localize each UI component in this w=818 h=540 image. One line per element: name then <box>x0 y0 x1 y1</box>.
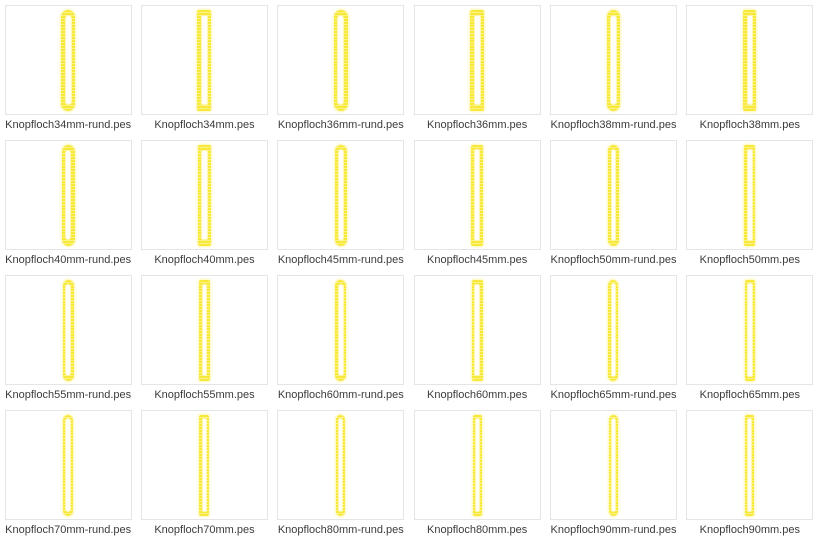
filename-label: Knopfloch45mm.pes <box>427 254 528 266</box>
buttonhole-stitch-icon <box>608 280 618 381</box>
buttonhole-stitch-icon <box>62 145 75 246</box>
filename-label: Knopfloch50mm.pes <box>699 254 800 266</box>
file-tile[interactable] <box>273 270 409 405</box>
thumbnail-frame <box>5 410 132 520</box>
thumbnail-frame <box>141 5 268 115</box>
buttonhole-stitch-icon <box>470 10 484 111</box>
file-tile[interactable] <box>682 0 818 135</box>
thumbnail-frame <box>141 410 268 520</box>
file-tile[interactable] <box>136 405 272 540</box>
buttonhole-stitch-icon <box>473 415 482 516</box>
thumbnail-frame <box>686 5 813 115</box>
file-tile[interactable] <box>545 405 681 540</box>
buttonhole-stitch-icon <box>199 415 209 516</box>
buttonhole-stitch-icon <box>335 145 347 246</box>
file-tile[interactable] <box>136 135 272 270</box>
file-tile[interactable] <box>682 135 818 270</box>
filename-label: Knopfloch60mm-rund.pes <box>277 389 404 401</box>
thumbnail-frame <box>686 410 813 520</box>
buttonhole-stitch-icon <box>745 280 755 381</box>
buttonhole-stitch-icon <box>199 280 210 381</box>
filename-label: Knopfloch65mm.pes <box>699 389 800 401</box>
thumbnail-frame <box>5 140 132 250</box>
filename-label: Knopfloch90mm-rund.pes <box>550 524 677 536</box>
file-tile[interactable] <box>0 0 136 135</box>
file-tile[interactable] <box>273 405 409 540</box>
thumbnail-frame <box>277 140 404 250</box>
filename-label: Knopfloch70mm-rund.pes <box>5 524 132 536</box>
thumbnail-frame <box>277 410 404 520</box>
filename-label: Knopfloch60mm.pes <box>427 389 528 401</box>
thumbnail-frame <box>141 140 268 250</box>
thumbnail-frame <box>414 410 541 520</box>
buttonhole-stitch-icon <box>335 280 346 381</box>
thumbnail-frame <box>414 5 541 115</box>
file-tile[interactable] <box>682 270 818 405</box>
filename-label: Knopfloch90mm.pes <box>699 524 800 536</box>
file-tile[interactable] <box>545 270 681 405</box>
buttonhole-stitch-icon <box>334 10 348 111</box>
thumbnail-frame <box>277 5 404 115</box>
thumbnail-frame <box>5 275 132 385</box>
buttonhole-stitch-icon <box>743 10 756 111</box>
thumbnail-frame <box>550 5 677 115</box>
thumbnail-frame <box>414 140 541 250</box>
thumbnail-frame <box>141 275 268 385</box>
filename-label: Knopfloch40mm-rund.pes <box>5 254 132 266</box>
file-tile[interactable] <box>273 0 409 135</box>
filename-label: Knopfloch38mm.pes <box>699 119 800 131</box>
file-tile[interactable] <box>136 0 272 135</box>
thumbnail-frame <box>550 140 677 250</box>
buttonhole-stitch-icon <box>608 145 619 246</box>
thumbnail-frame <box>550 410 677 520</box>
filename-label: Knopfloch80mm-rund.pes <box>277 524 404 536</box>
thumbnail-frame <box>414 275 541 385</box>
filename-label: Knopfloch50mm-rund.pes <box>550 254 677 266</box>
buttonhole-stitch-icon <box>607 10 620 111</box>
filename-label: Knopfloch65mm-rund.pes <box>550 389 677 401</box>
file-tile[interactable] <box>136 270 272 405</box>
buttonhole-stitch-icon <box>336 415 345 516</box>
filename-label: Knopfloch45mm-rund.pes <box>277 254 404 266</box>
filename-label: Knopfloch55mm-rund.pes <box>5 389 132 401</box>
buttonhole-stitch-icon <box>472 280 483 381</box>
filename-label: Knopfloch38mm-rund.pes <box>550 119 677 131</box>
file-tile[interactable] <box>409 405 545 540</box>
file-tile[interactable] <box>409 135 545 270</box>
buttonhole-stitch-icon <box>198 145 211 246</box>
buttonhole-stitch-icon <box>61 10 75 111</box>
buttonhole-stitch-icon <box>63 415 73 516</box>
buttonhole-stitch-icon <box>63 280 74 381</box>
filename-label: Knopfloch40mm.pes <box>154 254 255 266</box>
file-tile[interactable] <box>0 405 136 540</box>
filename-label: Knopfloch80mm.pes <box>427 524 528 536</box>
file-tile[interactable] <box>545 0 681 135</box>
thumbnail-frame <box>550 275 677 385</box>
buttonhole-stitch-icon <box>609 415 618 516</box>
filename-label: Knopfloch34mm-rund.pes <box>5 119 132 131</box>
file-tile[interactable] <box>409 0 545 135</box>
thumbnail-frame <box>277 275 404 385</box>
filename-label: Knopfloch36mm.pes <box>427 119 528 131</box>
filename-label: Knopfloch70mm.pes <box>154 524 255 536</box>
file-tile[interactable] <box>682 405 818 540</box>
filename-label: Knopfloch55mm.pes <box>154 389 255 401</box>
filename-label: Knopfloch34mm.pes <box>154 119 255 131</box>
file-tile[interactable] <box>273 135 409 270</box>
file-tile[interactable] <box>409 270 545 405</box>
file-tile[interactable] <box>545 135 681 270</box>
thumbnail-frame <box>5 5 132 115</box>
filename-label: Knopfloch36mm-rund.pes <box>277 119 404 131</box>
buttonhole-stitch-icon <box>471 145 483 246</box>
file-tile[interactable] <box>0 270 136 405</box>
thumbnail-frame <box>686 275 813 385</box>
file-tile[interactable] <box>0 135 136 270</box>
buttonhole-stitch-icon <box>744 145 755 246</box>
thumbnail-frame <box>686 140 813 250</box>
buttonhole-stitch-icon <box>197 10 211 111</box>
buttonhole-stitch-icon <box>745 415 754 516</box>
